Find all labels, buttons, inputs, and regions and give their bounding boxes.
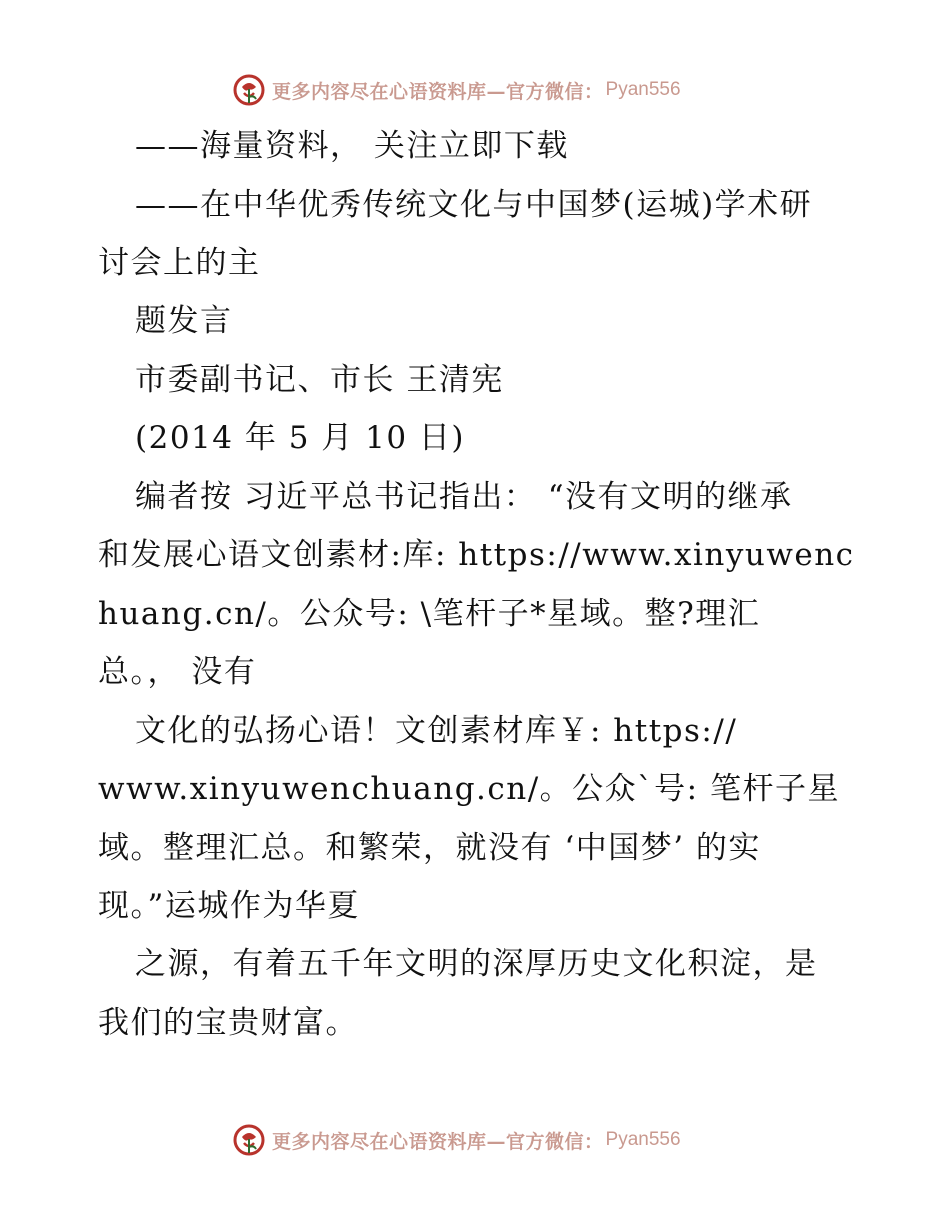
text-line: 总。， 没有 bbox=[98, 654, 257, 690]
red-rose-logo-icon bbox=[232, 1123, 266, 1157]
watermark-wechat-id: Pyan556 bbox=[605, 1129, 681, 1150]
text-line: 题发言 bbox=[135, 303, 233, 339]
text-line: 域。整理汇总。和繁荣，就没有 ‘中国梦’ 的实 bbox=[98, 830, 761, 866]
text-line: (2014 年 5 月 10 日) bbox=[135, 420, 466, 456]
text-line: www.xinyuwenchuang.cn/。公众`号: 笔杆子星 bbox=[98, 771, 840, 807]
text-line: 现。”运城作为华夏 bbox=[98, 888, 360, 924]
text-line: 市委副书记、市长 王清宪 bbox=[135, 362, 504, 398]
watermark-text: 更多内容尽在心语资料库—官方微信： bbox=[272, 80, 604, 103]
text-line: 编者按 习近平总书记指出： “没有文明的继承 bbox=[135, 479, 793, 515]
footer-watermark-banner bbox=[232, 1122, 681, 1158]
text-line: ——海量资料， 关注立即下载 bbox=[135, 128, 569, 164]
text-line: 我们的宝贵财富。 bbox=[98, 1005, 358, 1041]
text-line: 讨会上的主 bbox=[98, 245, 261, 281]
text-line: ——在中华优秀传统文化与中国梦(运城)学术研 bbox=[135, 187, 813, 223]
watermark-text: 更多内容尽在心语资料库—官方微信： bbox=[272, 1130, 604, 1153]
text-line: 和发展心语文创素材:库: https://www.xinyuwenc bbox=[98, 537, 855, 573]
text-line: huang.cn/。公众号: \笔杆子*星域。整?理汇 bbox=[98, 596, 761, 632]
text-line: 之源，有着五千年文明的深厚历史文化积淀，是 bbox=[135, 946, 818, 982]
text-line: 文化的弘扬心语！文创素材库￥: https:// bbox=[135, 713, 738, 749]
watermark-wechat-id: Pyan556 bbox=[605, 79, 681, 100]
red-rose-logo-icon bbox=[232, 73, 266, 107]
header-watermark-banner bbox=[232, 72, 681, 108]
